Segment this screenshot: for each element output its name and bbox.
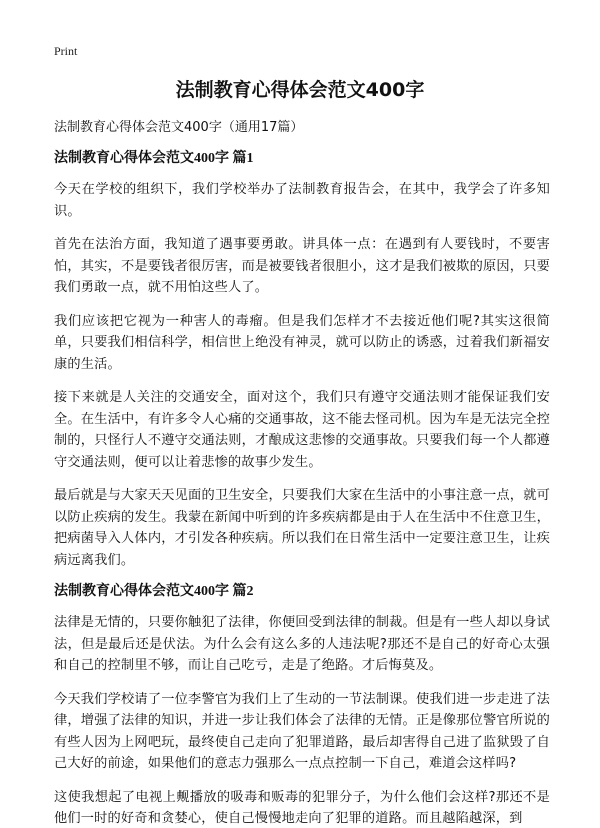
paragraph: 我们应该把它视为一种害人的毒瘤。但是我们怎样才不去接近他们呢?其实这很简单，只要我们相信科学，相信世上绝没有神灵，就可以防止的诱惑，过着我们新福安康的生活。 (54, 313, 550, 372)
print-link[interactable]: Print (54, 44, 78, 58)
section-1 (54, 150, 550, 571)
paragraph: 这使我想起了电视上觍播放的吸毒和贩毒的犯罪分子，为什么他们会这样?那还不是他们一时的好奇和贪婪心，使自己慢慢地走向了犯罪的道路。而且越陷越深，到 (54, 789, 550, 826)
section-heading: 法制教育心得体会范文400字 篇1 (54, 151, 254, 166)
paragraph: 今天我们学校请了一位李警官为我们上了生动的一节法制课。使我们进一步走进了法律，增强了法律的知识，并进一步让我们体会了法律的无情。正是像那位警官所说的有些人因为上网吧玩，最终使自己走向了犯罪道路，最后却害得自己进了监狱毁了自己大好的前途，如果他们的意志力强那么一点点控制一下自己，难道会这样吗? (54, 691, 550, 771)
section-heading: 法制教育心得体会范文400字 篇2 (54, 584, 254, 599)
paragraph: 最后就是与大家天天见面的卫生安全，只要我们大家在生活中的小事注意一点，就可以防止疾病的发生。我蒙在新闻中听到的许多疾病都是由于人在生活中不住意卫生，把病菌导入人体内，才引发各种疾病。所以我们在日常生活中一定要注意卫生，让疾病远离我们。 (54, 488, 550, 568)
document-subtitle: 法制教育心得体会范文400字（通用17篇） (54, 120, 304, 135)
paragraph: 首先在法治方面，我知道了遇事要勇敢。讲具体一点：在遇到有人要钱时，不要害怕，其实，不是要钱者很厉害，而是被要钱者很胆小，这才是我们被欺的原因，只要我们勇敢一点，就不用怕这些人了。 (54, 237, 550, 295)
document-body (54, 150, 550, 828)
paragraph: 法律是无情的，只要你触犯了法律，你便回受到法律的制裁。但是有一些人却以身试法，但是最后还是伏法。为什么会有这么多的人违法呢?那还不是自己的好奇心太强和自己的控制里不够，而让自己吃亏，走是了绝路。才后悔莫及。 (54, 615, 550, 673)
document-title: 法制教育心得体会范文400字 (175, 79, 425, 101)
paragraph: 今天在学校的组织下，我们学校举办了法制教育报告会，在其中，我学会了许多知识。 (54, 182, 550, 219)
section-2 (54, 583, 550, 828)
paragraph: 接下来就是人关注的交通安全，面对这个，我们只有遵守交通法则才能保证我们安全。在生活中，有许多令人心痛的交通事故，这不能去怪司机。因为车是无法完全控制的，只怪行人不遵守交通法则，才酿成这悲惨的交通事故。只要我们每一个人都遵守交通法则，便可以让着悲惨的故事少发生。 (54, 390, 550, 470)
